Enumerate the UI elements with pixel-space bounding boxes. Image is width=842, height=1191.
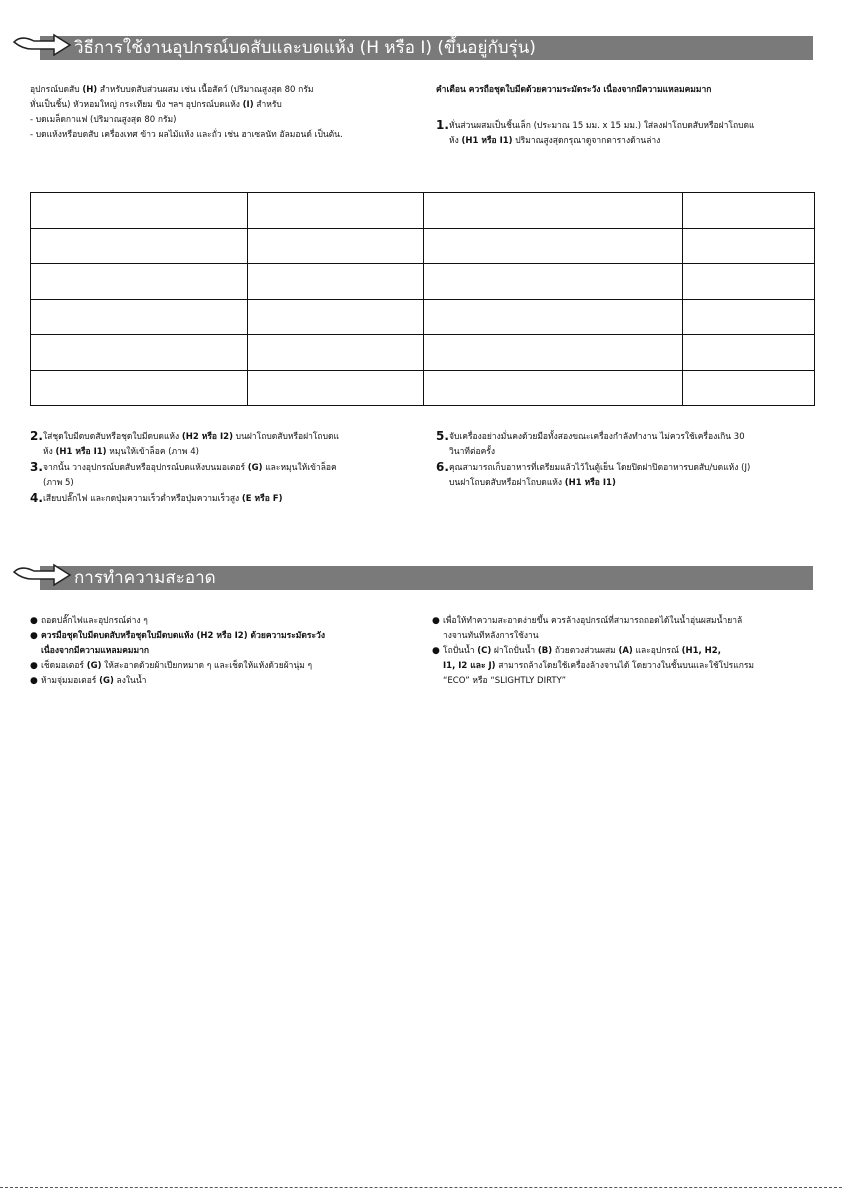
table-cell [248, 299, 424, 335]
table-cell [248, 264, 424, 300]
table-cell [683, 335, 815, 371]
table-cell [248, 335, 424, 371]
table-cell [424, 299, 683, 335]
step-4: 4. เสียบปลั๊กไฟ และกดปุ่มความเร็วต่ำหรือปุ่มความเร็วสูง (E หรือ F) [30, 491, 283, 505]
cleaning-right [432, 614, 816, 689]
list-item: ● เพื่อให้ทำความสะอาดง่ายขึ้น ควรล้างอุปกรณ์ที่สามารถถอดได้ในน้ำอุ่นผสมน้ำยาล้ างจานทันทีหลังการใช้งาน [432, 616, 743, 641]
list-item: ● ห้ามจุ่มมอเตอร์ (G) ลงในน้ำ [30, 674, 424, 689]
quantity-table [30, 192, 815, 406]
table-row [31, 264, 815, 300]
table-cell [248, 193, 424, 229]
section-title-usage: วิธีการใช้งานอุปกรณ์บดสับและบดแห้ง (H หรือ I) (ขึ้นอยู่กับรุ่น) [74, 38, 536, 58]
step-5: 5. จับเครื่องอย่างมั่นคงด้วยมือทั้งสองขณะเครื่องกำลังทำงาน ไม่ควรใช้เครื่องเกิน 30 วินาทีต่อครั้ง [436, 429, 745, 457]
table-cell [31, 193, 248, 229]
table-cell [31, 228, 248, 264]
step-6: 6. คุณสามารถเก็บอาหารที่เตรียมแล้วไว้ในตู้เย็น โดยปิดฝาปิดอาหารบดสับ/บดแห้ง (J) บนฝาโถบดสับหรือฝาโถบดแห้ง (H1 หรือ I1) [436, 460, 751, 488]
table-cell [31, 299, 248, 335]
list-item: ● ควรมือชุดใบมีดบดสับหรือชุดใบมีดบดแห้ง (H2 หรือ I2) ด้วยความระมัดระวัง เนื่องจากมีความแหลมคมมาก [30, 631, 325, 656]
table-cell [683, 299, 815, 335]
page-bottom-rule [0, 1187, 842, 1188]
cleaning-left [30, 614, 424, 689]
section-header-cleaning [40, 566, 813, 590]
table-cell [248, 370, 424, 406]
table-cell [31, 264, 248, 300]
table-cell [424, 335, 683, 371]
section-title-cleaning: การทำความสะอาด [74, 568, 216, 588]
table-row [31, 228, 815, 264]
bullet-icon: ● [432, 646, 440, 656]
table-cell [31, 370, 248, 406]
steps-right [436, 430, 816, 492]
step-3: 3. จากนั้น วางอุปกรณ์บดสับหรืออุปกรณ์บดแห้งบนมอเตอร์ (G) และหมุนให้เข้าล็อค (ภาพ 5) [30, 460, 337, 488]
table-cell [683, 264, 815, 300]
step-2: 2. ใส่ชุดใบมีดบดสับหรือชุดใบมีดบดแห้ง (H2 หรือ I2) บนฝาโถบดสับหรือฝาโถบดแ ห้ง (H1 หรือ I1) หมุนให้เข้าล็อค (ภาพ 4) [30, 429, 339, 457]
table-row [31, 335, 815, 371]
table-cell [683, 370, 815, 406]
table-cell [424, 264, 683, 300]
warning-text: คำเตือน ควรถือชุดใบมีดด้วยความระมัดระวัง เนื่องจากมีความแหลมคมมาก [436, 85, 712, 95]
bullet-icon: ● [30, 661, 38, 671]
bullet-icon: ● [30, 676, 38, 686]
bullet-icon: ● [432, 616, 440, 626]
list-item: ● เช็ดมอเตอร์ (G) ให้สะอาดด้วยผ้าเปียกหมาด ๆ และเช็ดให้แห้งด้วยผ้านุ่ม ๆ [30, 659, 424, 674]
hand-arrow-icon [10, 30, 72, 60]
table-cell [424, 193, 683, 229]
list-item: ● ถอดปลั๊กไฟและอุปกรณ์ต่าง ๆ [30, 614, 424, 629]
table-row [31, 299, 815, 335]
intro-paragraph: อุปกรณ์บดสับ (H) สำหรับบดสับส่วนผสม เช่น เนื้อสัตว์ (ปริมาณสูงสุด 80 กรัม หั่นเป็นชิ้น) หัวหอมใหญ่ กระเทียม ขิง ฯลฯ อุปกรณ์บดแห้ง (I) สำหรับ - บดเมล็ดกาแฟ (ปริมาณสูงสุด 80 กรัม) - บดแห้งหรือบดสับ เครื่องเทศ ข้าว ผลไม้แห้ง และถั่ว เช่น ฮาเซลนัท อัลมอนด์ เป็นต้น. [30, 85, 343, 140]
table-cell [683, 228, 815, 264]
table-cell [248, 228, 424, 264]
table-row [31, 193, 815, 229]
table-row [31, 370, 815, 406]
table-cell [424, 228, 683, 264]
steps-left [30, 430, 424, 508]
table-cell [424, 370, 683, 406]
bullet-icon: ● [30, 616, 38, 626]
step-1: 1. หั่นส่วนผสมเป็นชิ้นเล็ก (ประมาณ 15 มม. x 15 มม.) ใส่ลงฝาโถบดสับหรือฝาโถบดแ ห้ง (H1 หรือ I1) ปริมาณสูงสุดกรุณาดูจากตารางด้านล่าง [436, 118, 755, 146]
list-item: ● โถปั่นน้ำ (C) ฝาโถปั่นน้ำ (B) ถ้วยตวงส่วนผสม (A) และอุปกรณ์ (H1, H2, I1, I2 และ J) สามารถล้างโดยใช้เครื่องล้างจานได้ โดยวางในชั้นบนและใช้โปรแกรม “ECO” หรือ “SLIGHTLY DIRTY” [432, 646, 755, 686]
section-header-usage [40, 36, 813, 60]
table-cell [683, 193, 815, 229]
bullet-icon: ● [30, 631, 38, 641]
table-cell [31, 335, 248, 371]
hand-arrow-icon [10, 560, 72, 590]
